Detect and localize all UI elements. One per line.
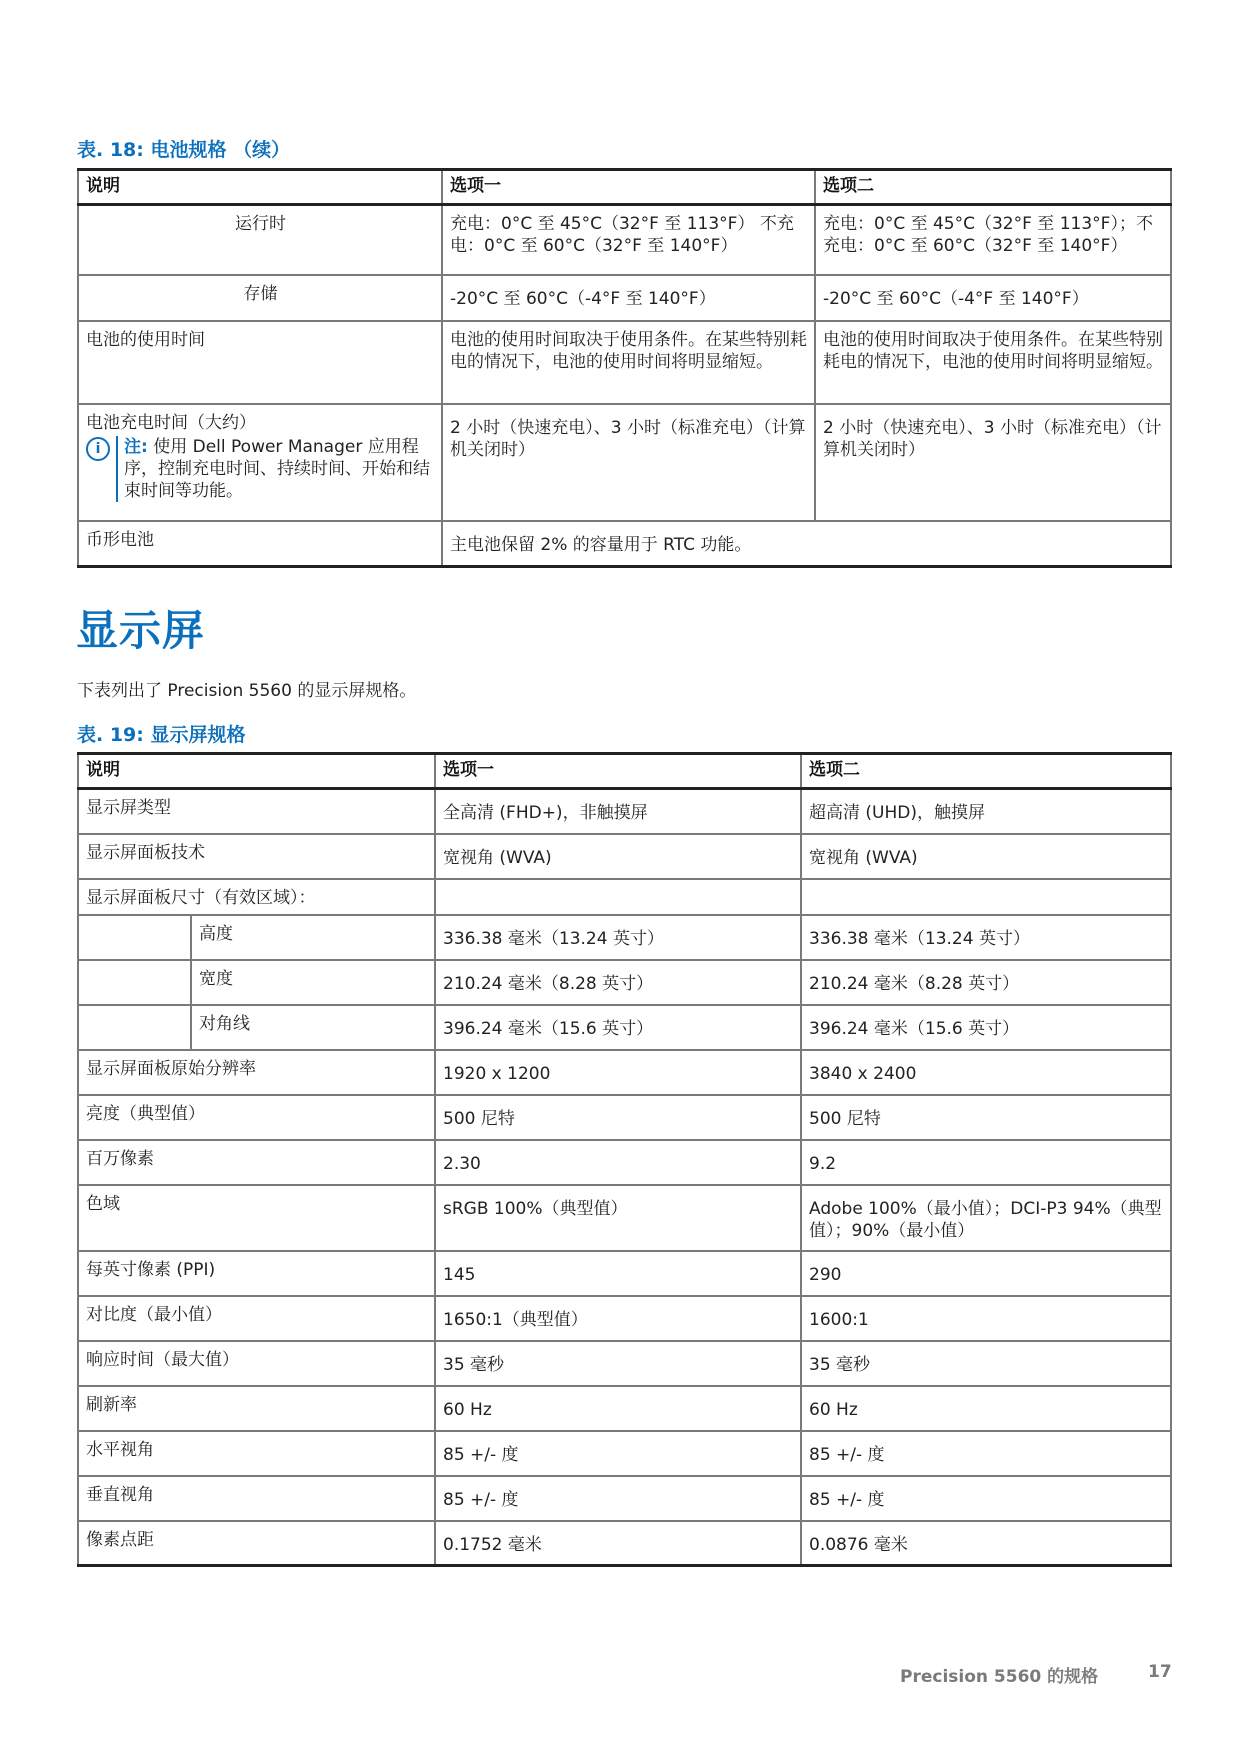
table-row (78, 1050, 1171, 1095)
row-value (801, 879, 1171, 915)
row-value: 336.38 毫米（13.24 英寸） (435, 915, 801, 960)
row-value: 宽视角 (WVA) (801, 834, 1171, 879)
row-value: -20°C 至 60°C（-4°F 至 140°F） (815, 275, 1171, 321)
row-value: 电池的使用时间取决于使用条件。在某些特别耗电的情况下，电池的使用时间将明显缩短。 (442, 321, 815, 404)
table-row (78, 834, 1171, 879)
note-label: 注: (124, 436, 148, 457)
row-label: 响应时间（最大值） (78, 1341, 435, 1386)
row-value: 1650:1（典型值） (435, 1296, 801, 1341)
row-value-merged: 主电池保留 2% 的容量用于 RTC 功能。 (442, 521, 1171, 567)
row-value: 电池的使用时间取决于使用条件。在某些特别耗电的情况下，电池的使用时间将明显缩短。 (815, 321, 1171, 404)
row-value: 9.2 (801, 1140, 1171, 1185)
header-description: 说明 (78, 170, 442, 205)
table-row (78, 1095, 1171, 1140)
table-row (78, 1431, 1171, 1476)
row-label: 色域 (78, 1185, 435, 1251)
header-option-2: 选项二 (801, 754, 1171, 789)
indent-cell (78, 1005, 191, 1050)
row-value: 35 毫秒 (435, 1341, 801, 1386)
table-row (78, 275, 1171, 321)
sub-row-label: 宽度 (191, 960, 435, 1005)
page-number: 17 (1148, 1662, 1172, 1682)
row-value: 85 +/- 度 (801, 1431, 1171, 1476)
table-row (78, 1185, 1171, 1251)
header-description: 说明 (78, 754, 435, 789)
table-header-row (78, 754, 1171, 789)
note-content (116, 436, 435, 502)
table-row (78, 1296, 1171, 1341)
row-label: 垂直视角 (78, 1476, 435, 1521)
row-value: 2.30 (435, 1140, 801, 1185)
row-value: Adobe 100%（最小值）；DCI-P3 94%（典型值）；90%（最小值） (801, 1185, 1171, 1251)
section-title: 显示屏 (76, 606, 206, 655)
row-value: 336.38 毫米（13.24 英寸） (801, 915, 1171, 960)
row-label-operating: 运行时 (78, 205, 442, 275)
row-value: 超高清 (UHD)，触摸屏 (801, 789, 1171, 834)
table-row (78, 404, 1171, 521)
table-row (78, 789, 1171, 834)
row-label-coin-cell: 币形电池 (78, 521, 442, 567)
row-value: 60 Hz (801, 1386, 1171, 1431)
indent-cell (78, 960, 191, 1005)
row-value: 210.24 毫米（8.28 英寸） (435, 960, 801, 1005)
battery-spec-table (77, 168, 1172, 568)
row-value: 396.24 毫米（15.6 英寸） (435, 1005, 801, 1050)
info-icon: i (86, 437, 110, 461)
row-value: 85 +/- 度 (435, 1476, 801, 1521)
row-value: 85 +/- 度 (435, 1431, 801, 1476)
row-value: 35 毫秒 (801, 1341, 1171, 1386)
table-row (78, 915, 1171, 960)
table-row (78, 1341, 1171, 1386)
row-label: 每英寸像素 (PPI) (78, 1251, 435, 1296)
indent-cell (78, 915, 191, 960)
row-value: 85 +/- 度 (801, 1476, 1171, 1521)
row-label: 水平视角 (78, 1431, 435, 1476)
row-value: 充电：0°C 至 45°C（32°F 至 113°F） 不充电：0°C 至 60°C（32°F 至 140°F） (442, 205, 815, 275)
row-label: 刷新率 (78, 1386, 435, 1431)
row-value: 宽视角 (WVA) (435, 834, 801, 879)
row-label: 显示屏类型 (78, 789, 435, 834)
table-header-row (78, 170, 1171, 205)
row-value: 2 小时（快速充电）、3 小时（标准充电）（计算机关闭时） (442, 404, 815, 521)
row-value: 充电：0°C 至 45°C（32°F 至 113°F）；不充电：0°C 至 60°C（32°F 至 140°F） (815, 205, 1171, 275)
row-value: 0.1752 毫米 (435, 1521, 801, 1566)
row-value: 0.0876 毫米 (801, 1521, 1171, 1566)
row-value: 1920 x 1200 (435, 1050, 801, 1095)
row-label: 对比度（最小值） (78, 1296, 435, 1341)
row-label: 亮度（典型值） (78, 1095, 435, 1140)
header-option-1: 选项一 (435, 754, 801, 789)
table-row (78, 1140, 1171, 1185)
table-row (78, 960, 1171, 1005)
row-value: 全高清 (FHD+)，非触摸屏 (435, 789, 801, 834)
table-row (78, 321, 1171, 404)
row-value: 500 尼特 (801, 1095, 1171, 1140)
row-value: 60 Hz (435, 1386, 801, 1431)
row-value: 290 (801, 1251, 1171, 1296)
row-value: 3840 x 2400 (801, 1050, 1171, 1095)
row-value: -20°C 至 60°C（-4°F 至 140°F） (442, 275, 815, 321)
row-value: sRGB 100%（典型值） (435, 1185, 801, 1251)
row-value: 210.24 毫米（8.28 英寸） (801, 960, 1171, 1005)
sub-row-label: 高度 (191, 915, 435, 960)
table-row (78, 521, 1171, 567)
row-value: 1600:1 (801, 1296, 1171, 1341)
display-spec-table (77, 752, 1172, 1567)
table-row (78, 1005, 1171, 1050)
table-19-caption: 表. 19: 显示屏规格 (77, 724, 246, 746)
table-row (78, 205, 1171, 275)
row-value: 500 尼特 (435, 1095, 801, 1140)
row-label-battery-life: 电池的使用时间 (78, 321, 442, 404)
note-block (86, 436, 435, 502)
row-label: 百万像素 (78, 1140, 435, 1185)
table-row (78, 1251, 1171, 1296)
row-label: 显示屏面板原始分辨率 (78, 1050, 435, 1095)
header-option-2: 选项二 (815, 170, 1171, 205)
row-label: 显示屏面板尺寸（有效区域）： (78, 879, 435, 915)
row-value (435, 879, 801, 915)
header-option-1: 选项一 (442, 170, 815, 205)
table-row (78, 879, 1171, 915)
row-value: 2 小时（快速充电）、3 小时（标准充电）（计算机关闭时） (815, 404, 1171, 521)
table-row (78, 1386, 1171, 1431)
charge-time-label: 电池充电时间（大约） (86, 412, 256, 433)
note-text: 使用 Dell Power Manager 应用程序，控制充电时间、持续时间、开始和结束时间等功能。 (124, 436, 430, 501)
section-intro: 下表列出了 Precision 5560 的显示屏规格。 (77, 681, 417, 701)
row-label: 像素点距 (78, 1521, 435, 1566)
row-label: 显示屏面板技术 (78, 834, 435, 879)
row-label-storage: 存储 (78, 275, 442, 321)
row-label-charge-time (78, 404, 442, 521)
table-row (78, 1476, 1171, 1521)
table-row (78, 1521, 1171, 1566)
row-value: 396.24 毫米（15.6 英寸） (801, 1005, 1171, 1050)
footer-doc-title: Precision 5560 的规格 (900, 1667, 1099, 1687)
sub-row-label: 对角线 (191, 1005, 435, 1050)
table-18-caption: 表. 18: 电池规格 （续） (77, 139, 291, 161)
row-value: 145 (435, 1251, 801, 1296)
